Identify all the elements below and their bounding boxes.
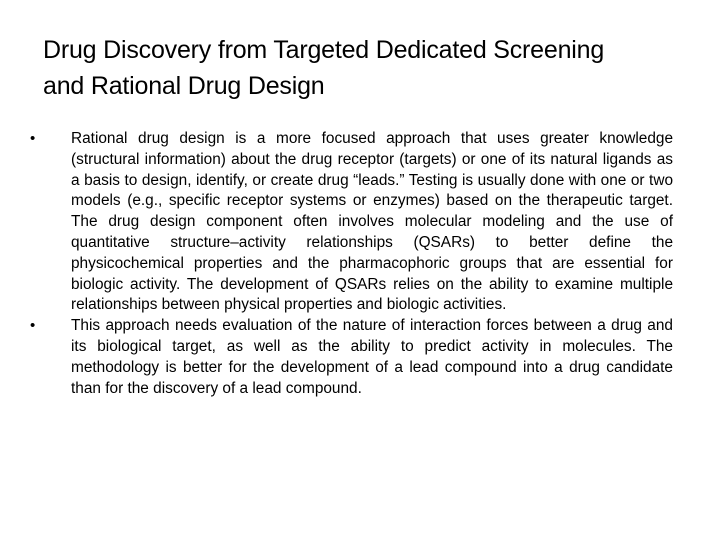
bullet-text: This approach needs evaluation of the nature of interaction forces between a drug and its biological target, as well as the ability to predict activity in molecules. The methodology is better for the development of a lead compound into a drug candidate than for the discovery of a lead compound.	[71, 317, 673, 397]
slide-title-line-2: and Rational Drug Design	[43, 72, 325, 100]
slide-title-line-1: Drug Discovery from Targeted Dedicated Screening	[43, 36, 605, 64]
bullet-list	[30, 129, 673, 399]
bullet-item-rational-design	[30, 129, 673, 316]
bullet-icon: •	[30, 317, 36, 335]
bullet-icon: •	[30, 130, 36, 147]
slide-title	[43, 32, 683, 104]
bullet-text: Rational drug design is a more focused approach that uses greater knowledge (structural information) about the drug receptor (targets) or one of its natural ligands as a basis to design, identify, or create drug “leads.” Testing is usually done with one or two models (e.g., specific receptor systems or enzymes) based on the therapeutic target. The drug design component often involves molecular modeling and the use of quantitative structure–activity relationships (QSARs) to better define the physicochemical properties and the pharmacophoric groups that are essential for biologic activity. The development of QSARs relies on the ability to examine multiple relationships between physical properties and biologic activities.	[71, 130, 673, 314]
bullet-item-approach-evaluation	[30, 316, 673, 399]
